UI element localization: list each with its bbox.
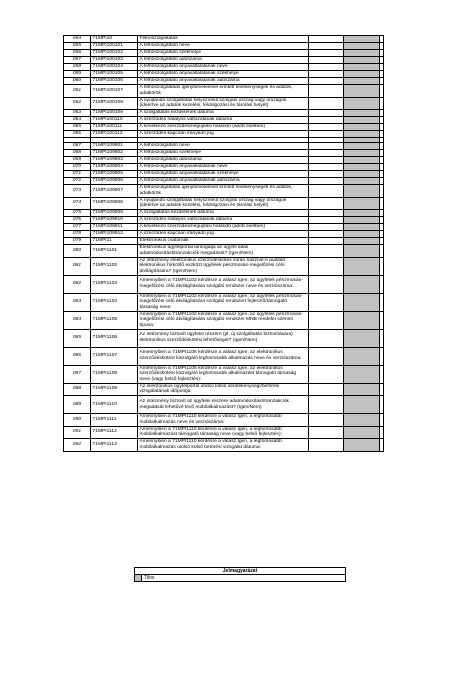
shaded-cell (344, 85, 380, 98)
value-cell[interactable] (309, 71, 344, 78)
row-code: 71MPI11 (91, 238, 138, 245)
row-number: 065 (64, 124, 91, 131)
row-number: 079 (64, 238, 91, 245)
value-cell[interactable] (380, 185, 384, 198)
value-cell[interactable] (309, 414, 344, 427)
shaded-cell (344, 78, 380, 85)
row-description: A felhőszolgáltatás igénybevételével érintett tevékenységek és adatok, adatkörök (138, 185, 309, 198)
row-number: 074 (64, 197, 91, 210)
shaded-cell (344, 117, 380, 124)
value-cell[interactable] (309, 150, 344, 157)
row-number: 088 (64, 383, 91, 396)
row-number: 085 (64, 329, 91, 347)
row-code: 71MPI100112 (91, 131, 138, 138)
shaded-cell (344, 131, 380, 138)
row-number: 071 (64, 171, 91, 178)
value-cell[interactable] (380, 414, 384, 427)
table-row (64, 414, 384, 427)
table-row (64, 396, 384, 414)
row-code: 71MPI109901 (91, 143, 138, 150)
table-row (64, 257, 384, 275)
row-description: A szerződés kapcsán irányadó jog (138, 131, 309, 138)
value-cell[interactable] (380, 197, 384, 210)
row-code: 71MPI109912 (91, 231, 138, 238)
table-row (64, 210, 384, 217)
row-description: Amennyiben a 71MPI1106 kérdésre a válasz Igen, az elektronikus szerződéskötést kiszolgáló legfontosabb alkalmazást támogató társaság neve (vagy belső fejlesztés): (138, 365, 309, 383)
shaded-cell (344, 143, 380, 150)
table-row (64, 383, 384, 396)
value-cell[interactable] (380, 164, 384, 171)
value-cell[interactable] (309, 311, 344, 329)
row-number: 055 (64, 43, 91, 50)
shaded-cell (344, 71, 380, 78)
shaded-cell (344, 231, 380, 238)
row-number: 091 (64, 426, 91, 439)
row-code: 71MPI100101 (91, 43, 138, 50)
row-code: 71MPI100104 (91, 64, 138, 71)
value-cell[interactable] (380, 64, 384, 71)
row-description: A szerződés kapcsán irányadó jog (138, 231, 309, 238)
value-cell[interactable] (309, 210, 344, 217)
value-cell[interactable] (380, 210, 384, 217)
row-code: 71MPI109908 (91, 197, 138, 210)
row-description: A felhőszolgáltató székhelye (138, 150, 309, 157)
value-cell[interactable] (309, 85, 344, 98)
row-description: A felhőszolgáltató adószáma (138, 157, 309, 164)
shaded-cell (344, 64, 380, 71)
shaded-cell (344, 275, 380, 293)
row-code: 71MPI1108 (91, 365, 138, 383)
value-cell[interactable] (380, 97, 384, 110)
row-description: A szerződés hatályos változatának dátuma (138, 117, 309, 124)
shaded-cell (344, 178, 380, 185)
shaded-cell (344, 57, 380, 64)
legend-title: Jelmagyarázat (135, 568, 346, 575)
shaded-cell (344, 238, 380, 245)
value-cell[interactable] (380, 217, 384, 224)
value-cell[interactable] (309, 143, 344, 150)
table-row (64, 197, 384, 210)
row-number: 054 (64, 36, 91, 43)
value-cell[interactable] (380, 426, 384, 439)
row-description: Amennyiben a 71MPI1102 kérdésre a válasz Igen, az ügyfelek pénzmosás-megelőzési célú átvilágítására szolgáló rendszert fejlesztő/támogató társaság neve: (138, 293, 309, 311)
table-row (64, 57, 384, 64)
row-description: Amennyiben a 71MPI1110 kérdésre a válasz Igen, a legfontosabb mobilalkalmazást támogató társaság neve (vagy belső fejlesztés): (138, 426, 309, 439)
table-row (64, 164, 384, 171)
row-description: A felhőszolgáltató adószáma (138, 57, 309, 64)
row-description: A felhőszolgáltató anyavállalatának adószáma (138, 178, 309, 185)
row-code: 71MPI1109 (91, 383, 138, 396)
legend-label: Tilos (142, 575, 346, 582)
value-cell[interactable] (309, 78, 344, 85)
row-number: 067 (64, 143, 91, 150)
row-number: 072 (64, 178, 91, 185)
value-cell[interactable] (380, 117, 384, 124)
row-number: 082 (64, 275, 91, 293)
shaded-cell (344, 245, 380, 258)
value-cell[interactable] (380, 275, 384, 293)
row-code: 71MPI100102 (91, 50, 138, 57)
value-cell[interactable] (309, 124, 344, 131)
row-code: 71MPI109907 (91, 185, 138, 198)
row-number: 075 (64, 210, 91, 217)
shaded-cell (344, 150, 380, 157)
table-row (64, 131, 384, 138)
table-row (64, 275, 384, 293)
row-code: 71MPI10 (91, 36, 138, 43)
value-cell[interactable] (380, 245, 384, 258)
row-description: A szerződés hatályos változatának dátuma (138, 217, 309, 224)
shaded-cell (344, 439, 380, 452)
row-description: Elektronikus csatornák (138, 238, 309, 245)
value-cell[interactable] (309, 257, 344, 275)
row-code: 71MPI109904 (91, 164, 138, 171)
shaded-cell (344, 257, 380, 275)
row-code: 71MPI109909 (91, 210, 138, 217)
row-description: A felhőszolgáltató anyavállalatának neve (138, 64, 309, 71)
row-number: 061 (64, 85, 91, 98)
table-row (64, 117, 384, 124)
value-cell[interactable] (380, 238, 384, 245)
row-number: 060 (64, 78, 91, 85)
shaded-cell (344, 224, 380, 231)
row-number: 057 (64, 57, 91, 64)
row-code: 71MPI1101 (91, 245, 138, 258)
shaded-cell (344, 185, 380, 198)
row-description: A felhőszolgáltató anyavállalatának székhelye (138, 71, 309, 78)
row-description: Amennyiben a 71MPI1102 kérdésre a válasz Igen, az ügyfelek pénzmosás-megelőzési célú átvilágítására szolgáló rendszer neve és verziószáma: (138, 275, 309, 293)
row-number: 077 (64, 224, 91, 231)
row-description: A felhőszolgáltató székhelye (138, 50, 309, 57)
row-number: 058 (64, 64, 91, 71)
row-description: Amennyiben a 71MPI1102 kérdésre a válasz Igen, az ügyfelek pénzmosás-megelőzési célú átvilágítására szolgáló rendszer MNB rendelet szerinti típusa: (138, 311, 309, 329)
shaded-cell (344, 164, 380, 171)
row-number: 092 (64, 439, 91, 452)
value-cell[interactable] (380, 150, 384, 157)
value-cell[interactable] (309, 426, 344, 439)
row-code: 71MPI109902 (91, 150, 138, 157)
value-cell[interactable] (380, 131, 384, 138)
row-code: 71MPI100109 (91, 110, 138, 117)
row-code: 71MPI100108 (91, 97, 138, 110)
row-code: 71MPI109911 (91, 224, 138, 231)
row-number: 073 (64, 185, 91, 198)
value-cell[interactable] (380, 85, 384, 98)
table-row (64, 150, 384, 157)
shaded-cell (344, 365, 380, 383)
row-description: A felhőszolgáltatás igénybevételével érintett tevékenységek és adatok, adatkörök (138, 85, 309, 98)
value-cell[interactable] (380, 329, 384, 347)
value-cell[interactable] (380, 293, 384, 311)
value-cell[interactable] (309, 171, 344, 178)
row-code: 71MPI100111 (91, 124, 138, 131)
row-number: 084 (64, 311, 91, 329)
row-description: Az intézmény biztosít az ügyfelei részére adatmódosítást/tranzakciók megadását lehetővé tevő mobilalkalmazást? (Igen/Nem) (138, 396, 309, 414)
value-cell[interactable] (309, 50, 344, 57)
table-row (64, 110, 384, 117)
value-cell[interactable] (309, 383, 344, 396)
row-number: 083 (64, 293, 91, 311)
value-cell[interactable] (309, 43, 344, 50)
table-row (64, 238, 384, 245)
value-cell[interactable] (380, 383, 384, 396)
row-code: 71MPI109906 (91, 178, 138, 185)
value-cell[interactable] (309, 157, 344, 164)
row-number: 063 (64, 110, 91, 117)
value-cell[interactable] (380, 110, 384, 117)
value-cell[interactable] (309, 64, 344, 71)
value-cell[interactable] (380, 50, 384, 57)
value-cell[interactable] (309, 365, 344, 383)
row-description: Az elektronikus ügyfélportál utolsó külső sérülékenységi/betörési vizsgálatának időpontja: (138, 383, 309, 396)
data-table (63, 35, 384, 452)
shaded-cell (344, 171, 380, 178)
table-row (64, 43, 384, 50)
value-cell[interactable] (309, 396, 344, 414)
row-number: 062 (64, 97, 91, 110)
row-number: 090 (64, 414, 91, 427)
row-code: 71MPI1112 (91, 426, 138, 439)
legend-table (134, 567, 346, 582)
value-cell[interactable] (309, 97, 344, 110)
row-description: A felhőszolgáltató anyavállalatának székhelye (138, 171, 309, 178)
shaded-cell (344, 197, 380, 210)
shaded-cell (344, 311, 380, 329)
row-code: 71MPI109903 (91, 157, 138, 164)
row-code: 71MPI1105 (91, 311, 138, 329)
value-cell[interactable] (309, 347, 344, 365)
value-cell[interactable] (380, 71, 384, 78)
shaded-cell (344, 383, 380, 396)
row-code: 71MPI100107 (91, 85, 138, 98)
row-code: 71MPI1113 (91, 439, 138, 452)
row-number: 076 (64, 217, 91, 224)
value-cell[interactable] (380, 224, 384, 231)
row-description: Felhőszolgáltatás (138, 36, 309, 43)
row-number: 070 (64, 164, 91, 171)
value-cell[interactable] (309, 439, 344, 452)
row-description: A felhőszolgáltató anyavállalatának neve (138, 164, 309, 171)
legend-swatch (135, 575, 142, 582)
shaded-cell (344, 97, 380, 110)
shaded-cell (344, 50, 380, 57)
shaded-cell (344, 43, 380, 50)
row-number: 081 (64, 257, 91, 275)
value-cell[interactable] (309, 131, 344, 138)
value-cell[interactable] (380, 178, 384, 185)
row-code: 71MPI1106 (91, 329, 138, 347)
table-row (64, 97, 384, 110)
value-cell[interactable] (309, 117, 344, 124)
value-cell[interactable] (309, 178, 344, 185)
shaded-cell (344, 396, 380, 414)
row-number: 086 (64, 347, 91, 365)
value-cell[interactable] (380, 157, 384, 164)
value-cell[interactable] (309, 164, 344, 171)
value-cell[interactable] (309, 185, 344, 198)
value-cell[interactable] (380, 78, 384, 85)
value-cell[interactable] (380, 36, 384, 43)
value-cell[interactable] (309, 217, 344, 224)
value-cell[interactable] (380, 43, 384, 50)
value-cell[interactable] (309, 110, 344, 117)
table-row (64, 178, 384, 185)
row-number: 089 (64, 396, 91, 414)
row-description: Amennyiben a 71MPI1110 kérdésre a válasz Igen, a legfontosabb mobilalkalmazás utolsó külső betörési vizsgálat dátuma: (138, 439, 309, 452)
value-cell[interactable] (309, 231, 344, 238)
row-description: Elektronikus ügyfélportál támogatja az ügyfél általi adatmódosítást/tranzakciók megadását? (Igen/Nem) (138, 245, 309, 258)
table-row (64, 365, 384, 383)
row-number: 087 (64, 365, 91, 383)
row-number: 068 (64, 150, 91, 157)
row-number: 056 (64, 50, 91, 57)
table-row (64, 245, 384, 258)
row-number: 066 (64, 131, 91, 138)
value-cell[interactable] (380, 257, 384, 275)
table-row (64, 217, 384, 224)
table-row (64, 293, 384, 311)
shaded-cell (344, 414, 380, 427)
row-code: 71MPI1104 (91, 293, 138, 311)
row-description: Az intézmény elektronikus szerződéskötés során használ-e auditált elektronikus hírközlő eszközt ügyfelek pénzmosás-megelőzési célú átvilágítására? (Igen/Nem) (138, 257, 309, 275)
value-cell[interactable] (380, 143, 384, 150)
value-cell[interactable] (380, 439, 384, 452)
row-number: 078 (64, 231, 91, 238)
value-cell[interactable] (380, 365, 384, 383)
value-cell[interactable] (380, 311, 384, 329)
value-cell[interactable] (309, 224, 344, 231)
value-cell[interactable] (309, 36, 344, 43)
table-row (64, 78, 384, 85)
shaded-cell (344, 124, 380, 131)
shaded-cell (344, 329, 380, 347)
row-code: 71MPI100106 (91, 78, 138, 85)
value-cell[interactable] (309, 275, 344, 293)
table-row (64, 85, 384, 98)
table-row (64, 50, 384, 57)
row-code: 71MPI100110 (91, 117, 138, 124)
row-number: 080 (64, 245, 91, 258)
value-cell[interactable] (309, 238, 344, 245)
row-code: 71MPI1110 (91, 396, 138, 414)
value-cell[interactable] (309, 329, 344, 347)
value-cell[interactable] (309, 197, 344, 210)
row-code: 71MPI109905 (91, 171, 138, 178)
table-row (64, 36, 384, 43)
table-row (64, 64, 384, 71)
value-cell[interactable] (380, 171, 384, 178)
table-row (64, 171, 384, 178)
table-row (64, 143, 384, 150)
row-description: A nyújtandó szolgáltatás helyszínéül szolgáló ország vagy országok (ideértve az adatok kezelési, feldolgozási és tárolási helyét) (138, 197, 309, 210)
table-row (64, 347, 384, 365)
value-cell[interactable] (380, 124, 384, 131)
value-cell[interactable] (309, 245, 344, 258)
table-row (64, 157, 384, 164)
row-number: 064 (64, 117, 91, 124)
value-cell[interactable] (380, 347, 384, 365)
shaded-cell (344, 293, 380, 311)
row-description: A szolgáltatás kezdetének dátuma (138, 110, 309, 117)
table-row (64, 329, 384, 347)
row-description: Amennyiben a 71MPI1110 kérdésre a válasz Igen, a legfontosabb mobilalkalmazás neve és verziószáma: (138, 414, 309, 427)
row-description: A felhőszolgáltató neve (138, 143, 309, 150)
row-code: 71MPI1102 (91, 257, 138, 275)
row-description: A következő szerződésmegújítási határidő (adott esetben) (138, 124, 309, 131)
table-row (64, 71, 384, 78)
shaded-cell (344, 110, 380, 117)
table-row (64, 439, 384, 452)
row-description: A felhőszolgáltató neve (138, 43, 309, 50)
table-row (64, 124, 384, 131)
row-number: 059 (64, 71, 91, 78)
row-description: A nyújtandó szolgáltatás helyszínéül szolgáló ország vagy országok (ideértve az adatok kezelési, feldolgozási és tárolási helyét) (138, 97, 309, 110)
table-body (64, 36, 384, 452)
row-code: 71MPI1107 (91, 347, 138, 365)
row-code: 71MPI1103 (91, 275, 138, 293)
row-code: 71MPI100103 (91, 57, 138, 64)
shaded-cell (344, 426, 380, 439)
value-cell[interactable] (309, 57, 344, 64)
table-row (64, 231, 384, 238)
row-code: 71MPI100105 (91, 71, 138, 78)
row-description: A következő szerződésmegújítási határidő (adott esetben) (138, 224, 309, 231)
shaded-cell (344, 36, 380, 43)
row-code: 71MPI1111 (91, 414, 138, 427)
table-row (64, 426, 384, 439)
shaded-cell (344, 210, 380, 217)
row-description: A felhőszolgáltató anyavállalatának adószáma (138, 78, 309, 85)
table-row (64, 224, 384, 231)
row-description: A szolgáltatás kezdetének dátuma (138, 210, 309, 217)
value-cell[interactable] (380, 231, 384, 238)
row-code: 71MPI109910 (91, 217, 138, 224)
table-row (64, 185, 384, 198)
value-cell[interactable] (380, 396, 384, 414)
shaded-cell (344, 217, 380, 224)
value-cell[interactable] (380, 57, 384, 64)
row-description: Amennyiben a 71MPI1106 kérdésre a válasz Igen, az elektronikus szerződéskötést kiszolgáló legfontosabb alkalmazás neve és verziószáma: (138, 347, 309, 365)
row-description: Az intézmény biztosít ügyfelei részére (pl. új szolgáltatás biztosítására) elektronikus szerződéskötési lehetőséget? (Igen/Nem) (138, 329, 309, 347)
value-cell[interactable] (309, 293, 344, 311)
table-row (64, 311, 384, 329)
shaded-cell (344, 347, 380, 365)
shaded-cell (344, 157, 380, 164)
row-number: 069 (64, 157, 91, 164)
